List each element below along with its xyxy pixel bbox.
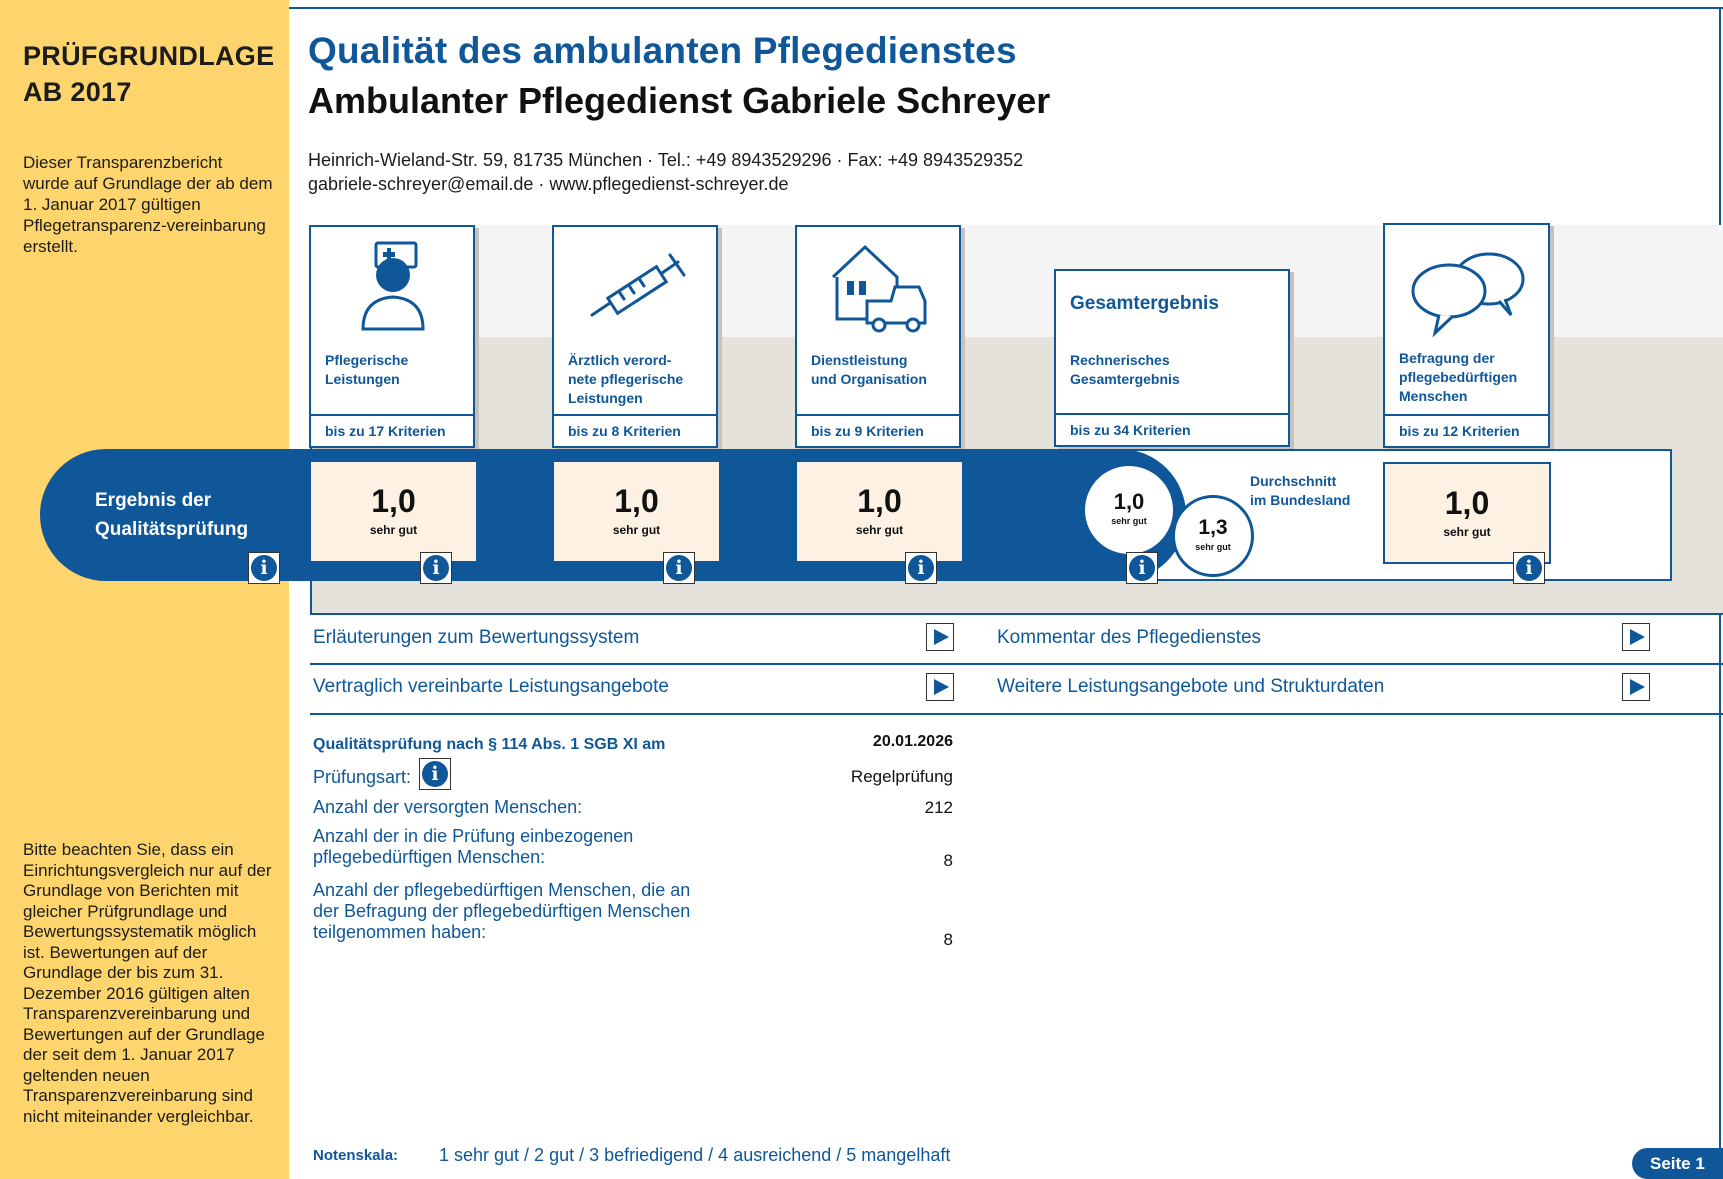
grade-word: sehr gut bbox=[1111, 516, 1147, 526]
link-strukturdaten[interactable]: Weitere Leistungsangebote und Strukturdaten bbox=[997, 676, 1385, 697]
card-criteria: bis zu 34 Kriterien bbox=[1056, 413, 1288, 445]
result-label bbox=[95, 486, 248, 544]
grade-circle-gesamtergebnis bbox=[1085, 466, 1173, 554]
sidebar-title bbox=[23, 38, 274, 110]
surveyed-label: Anzahl der pflegebedürftigen Menschen, die an der Befragung der pflegebedürftigen Menschen teilgenommen haben: bbox=[313, 880, 691, 942]
card-title: Gesamtergebnis bbox=[1070, 293, 1219, 314]
page-title: Qualität des ambulanten Pflegedienstes bbox=[308, 30, 1017, 71]
card-befragung[interactable] bbox=[1383, 223, 1550, 448]
card-criteria: bis zu 12 Kriterien bbox=[1385, 414, 1548, 446]
divider bbox=[310, 713, 1723, 715]
average-grade-circle bbox=[1172, 495, 1254, 577]
scale-text: 1 sehr gut / 2 gut / 3 befriedigend / 4 ausreichend / 5 mangelhaft bbox=[439, 1145, 951, 1165]
result-label-line2: Qualitätsprüfung bbox=[95, 519, 249, 540]
sidebar-title-line2: AB 2017 bbox=[23, 77, 132, 107]
syringe-icon bbox=[588, 253, 688, 319]
grade-value: 1,0 bbox=[857, 483, 902, 519]
card-criteria: bis zu 17 Kriterien bbox=[311, 414, 473, 446]
link-kommentar[interactable]: Kommentar des Pflegedienstes bbox=[997, 627, 1262, 648]
result-label-line1: Ergebnis der bbox=[95, 490, 212, 511]
info-icon[interactable]: i bbox=[663, 552, 695, 584]
card-pflegerische-leistungen[interactable] bbox=[309, 225, 475, 448]
link-bewertungssystem[interactable]: Erläuterungen zum Bewertungssystem bbox=[313, 627, 640, 648]
included-label: Anzahl der in die Prüfung einbezogenen pflegebedürftigen Menschen: bbox=[313, 826, 634, 867]
average-label: Durchschnitt im Bundesland bbox=[1250, 473, 1351, 508]
included-value: 8 bbox=[943, 851, 953, 870]
card-label: Pflegerische Leistungen bbox=[325, 352, 409, 387]
grade-box-dienstleistung bbox=[797, 462, 962, 561]
grade-word: sehr gut bbox=[369, 523, 418, 537]
info-icon[interactable]: i bbox=[1126, 552, 1158, 584]
contact-line: gabriele-schreyer@email.de · www.pflegedienst-schreyer.de bbox=[308, 174, 789, 194]
card-label: Rechnerisches Gesamtergebnis bbox=[1070, 352, 1180, 387]
inspection-type-label: Prüfungsart: bbox=[313, 767, 412, 787]
play-arrow-icon[interactable] bbox=[1622, 673, 1650, 701]
inspection-type-value: Regelprüfung bbox=[850, 767, 953, 786]
grade-value: 1,0 bbox=[614, 483, 659, 519]
card-aerztlich-verordnete-leistungen[interactable] bbox=[552, 225, 718, 448]
sidebar-intro: Dieser Transparenzbericht wurde auf Grundlage der ab dem 1. Januar 2017 gültigen Pflegetransparenz-vereinbarung erstellt. bbox=[23, 153, 273, 256]
sidebar bbox=[0, 0, 289, 1179]
card-criteria: bis zu 9 Kriterien bbox=[797, 414, 959, 446]
sidebar-title-line1: PRÜFGRUNDLAGE bbox=[23, 41, 275, 71]
grade-box-befragung bbox=[1383, 462, 1551, 564]
card-label: Dienstleistung und Organisation bbox=[811, 352, 927, 387]
nurse-icon bbox=[359, 241, 427, 331]
sidebar-note: Bitte beachten Sie, dass ein Einrichtungsvergleich nur auf der Grundlage von Berichten mit gleicher Prüfgrundlage und Bewertungssystematik möglich ist. Bewertungen auf der Grundlage der bis zum 31. Dezember 2016 gültigen alten Transparenzvereinbarung und Bewertungen auf der Grundlage der seit dem 1. Januar 2017 geltenden neuen Transparenzvereinbarung sind nicht miteinander vergleichbar. bbox=[23, 840, 272, 1126]
scale-label: Notenskala: bbox=[313, 1147, 399, 1164]
play-arrow-icon[interactable] bbox=[1622, 623, 1650, 651]
grade-word: sehr gut bbox=[855, 523, 904, 537]
inspection-heading: Qualitätsprüfung nach § 114 Abs. 1 SGB XI am bbox=[313, 736, 666, 753]
card-label: Ärztlich verord- nete pflegerische Leistungen bbox=[568, 352, 684, 406]
grade-word: sehr gut bbox=[1443, 525, 1491, 539]
grade-word: sehr gut bbox=[612, 523, 661, 537]
info-icon[interactable]: i bbox=[905, 552, 937, 584]
grade-box-pflegerische-leistungen bbox=[311, 462, 476, 561]
play-arrow-icon[interactable] bbox=[926, 623, 954, 651]
grade-value: 1,0 bbox=[371, 483, 416, 519]
served-value: 212 bbox=[924, 798, 953, 817]
average-grade-value: 1,3 bbox=[1198, 516, 1228, 539]
play-arrow-icon[interactable] bbox=[926, 673, 954, 701]
card-gesamtergebnis[interactable] bbox=[1054, 269, 1290, 447]
divider bbox=[310, 663, 1723, 665]
info-icon[interactable]: i bbox=[420, 552, 452, 584]
provider-name: Ambulanter Pflegedienst Gabriele Schreyer bbox=[308, 80, 1051, 121]
inspection-date: 20.01.2026 bbox=[872, 733, 953, 750]
info-icon[interactable]: i bbox=[248, 552, 280, 584]
card-dienstleistung-organisation[interactable] bbox=[795, 225, 961, 448]
grade-box-aerztlich-verordnete bbox=[554, 462, 719, 561]
served-label: Anzahl der versorgten Menschen: bbox=[313, 797, 583, 817]
criteria-band-border-bottom bbox=[310, 613, 1723, 615]
average-grade-word: sehr gut bbox=[1195, 542, 1231, 552]
info-icon[interactable]: i bbox=[1513, 552, 1545, 584]
grade-value: 1,0 bbox=[1444, 485, 1490, 521]
info-icon[interactable]: i bbox=[419, 758, 451, 790]
address-line: Heinrich-Wieland-Str. 59, 81735 München · Tel.: +49 8943529296 · Fax: +49 8943529352 bbox=[308, 150, 1024, 170]
house-car-icon bbox=[829, 241, 929, 333]
card-label: Befragung der pflegebedürftigen Menschen bbox=[1399, 350, 1518, 404]
card-criteria: bis zu 8 Kriterien bbox=[554, 414, 716, 446]
grade-value: 1,0 bbox=[1113, 489, 1145, 514]
top-border bbox=[289, 7, 1723, 9]
speech-bubbles-icon bbox=[1409, 249, 1527, 339]
link-leistungsangebote[interactable]: Vertraglich vereinbarte Leistungsangebote bbox=[313, 676, 669, 697]
surveyed-value: 8 bbox=[943, 930, 953, 949]
page-badge: Seite 1 bbox=[1632, 1148, 1723, 1179]
